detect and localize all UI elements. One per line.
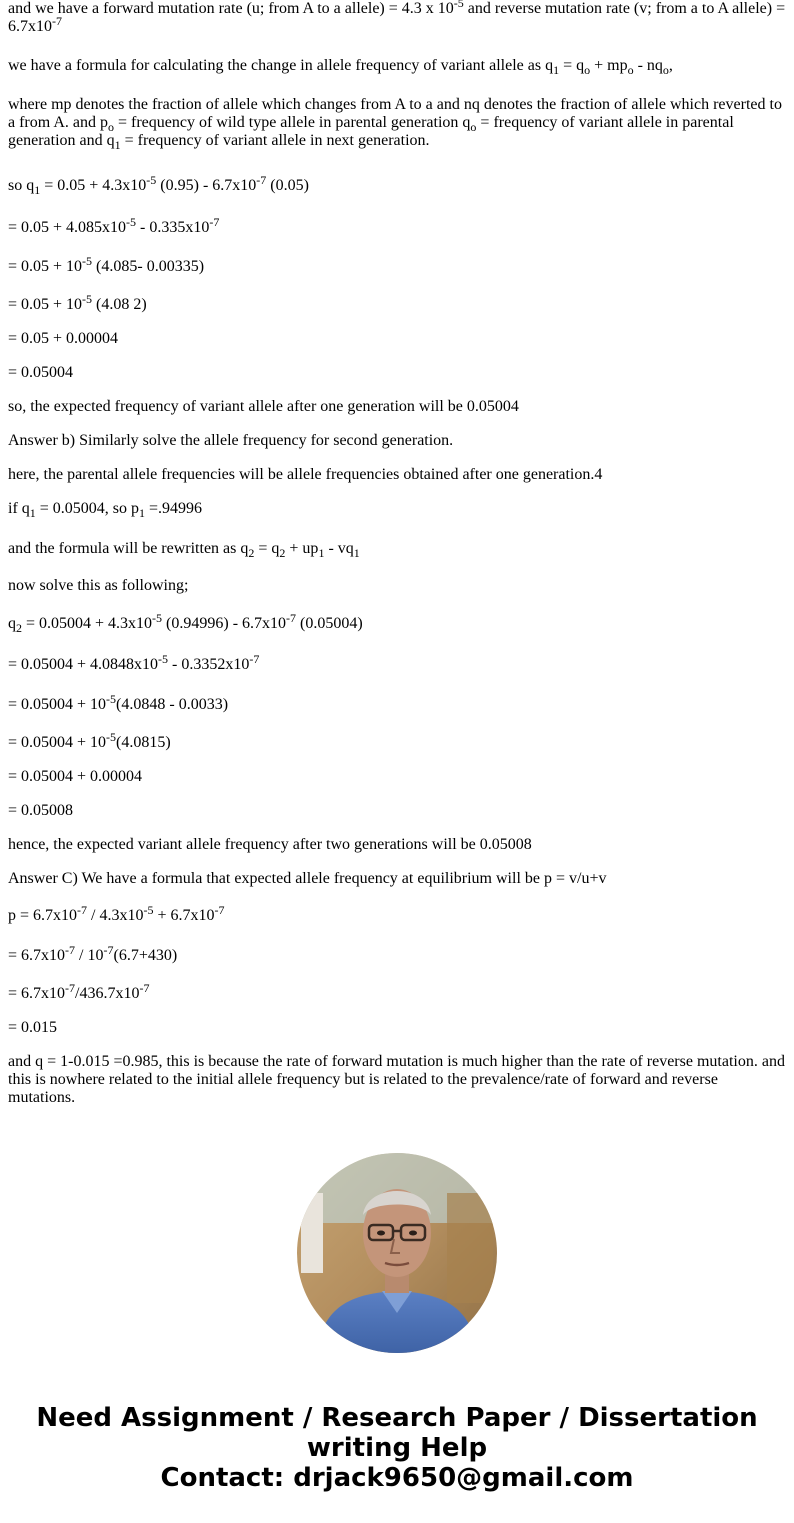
result-one-generation: so, the expected frequency of variant allele after one generation will be 0.05004 xyxy=(8,398,519,415)
paragraph-mutation-rates: and we have a forward mutation rate (u; from A to a allele) = 4.3 x $10^{-5}$ and reverse mutation rate (v; from a to A allele) = $6.7x10^{-7}$ xyxy=(8,0,786,35)
answer-c-heading: Answer C) We have a formula that expected allele frequency at equilibrium will be p = v/u+v xyxy=(8,870,607,887)
author-portrait-image xyxy=(297,1153,497,1353)
equation-line-3: = $0.05 + 10^{-5}$ (4.085- 0.00335) xyxy=(8,254,205,275)
paragraph-parental-frequencies: here, the parental allele frequencies will be allele frequencies obtained after one generation.4 xyxy=(8,466,603,483)
equation-equilibrium-line-2: = $6.7x10^{-7} / 10^{-7}(6.7+430)$ xyxy=(8,943,178,964)
equation-q2-line-5: = 0.05004 + 0.00004 xyxy=(8,768,143,785)
equation-line-4: = $0.05 + 10^{-5}$ (4.08 2) xyxy=(8,292,147,313)
result-two-generations: hence, the expected variant allele frequency after two generations will be 0.05008 xyxy=(8,836,532,853)
equation-equilibrium-line-1: $p = 6.7x10^{-7} / 4.3x10^{-5} + 6.7x10^{-7}$ xyxy=(8,903,225,924)
equation-line-1: so $q_1 = 0.05 + 4.3x10^{-5}$ $(0.95) - 6.7x10^{-7}$ (0.05) xyxy=(8,173,309,197)
promo-contact-line: Contact: drjack9650@gmail.com xyxy=(160,1463,634,1493)
equation-q2-line-3: = $0.05004 + 10^{-5}(4.0848 - 0.0033)$ xyxy=(8,692,229,713)
equation-q2-line-1: $q_2 = 0.05004 + 4.3x10^{-5}$ $(0.94996) - 6.7x10^{-7}$ (0.05004) xyxy=(8,611,363,635)
paragraph-q1-p1: if $q_1 = 0.05004$, so $p_1 =.94996$ xyxy=(8,500,203,520)
equation-equilibrium-line-3: = $6.7x10^{-7}/436.7x10^{-7}$ xyxy=(8,981,150,1002)
equation-q2-line-4: = $0.05004 + 10^{-5}(4.0815)$ xyxy=(8,730,171,751)
equation-line-2: = $0.05 + 4.085x10^{-5} - 0.335x10^{-7}$ xyxy=(8,215,220,236)
paragraph-conclusion: and q = 1-0.015 =0.985, this is because the rate of forward mutation is much higher than the rate of reverse mutation. and this is nowhere related to the initial allele frequency but is related to the prevalence/rate of forward and reverse mutations. xyxy=(8,1053,785,1106)
paragraph-formula-intro: we have a formula for calculating the change in allele frequency of variant allele as $q_1 = q_o + mp_o - nq_o$, xyxy=(8,57,673,77)
equation-line-6: = 0.05004 xyxy=(8,364,74,381)
promo-line-2: writing Help xyxy=(306,1433,488,1463)
paragraph-rewritten-formula: and the formula will be rewritten as $q_2 = q_2 + up_1 - vq_1$ xyxy=(8,540,360,560)
answer-b-heading: Answer b) Similarly solve the allele frequency for second generation. xyxy=(8,432,454,449)
equation-q2-line-6: = 0.05008 xyxy=(8,802,74,819)
paragraph-solve-following: now solve this as following; xyxy=(8,577,189,594)
author-photo xyxy=(297,1153,497,1353)
equation-line-5: = 0.05 + 0.00004 xyxy=(8,330,119,347)
promo-line-1: Need Assignment / Research Paper / Dissertation xyxy=(36,1403,758,1433)
equation-q2-line-2: = $0.05004 + 4.0848x10^{-5} - 0.3352x10^{-7}$ xyxy=(8,652,260,673)
equation-equilibrium-line-4: = 0.015 xyxy=(8,1019,58,1036)
paragraph-definitions: where mp denotes the fraction of allele which changes from A to a and nq denotes the fraction of allele which reverted to a from A. and $p_o$ = frequency of wild type allele in parental generation $q_o$ = frequency of variant allele in parental generation and $q_1$ = frequency of variant allele in next generation. xyxy=(8,96,782,152)
promo-footer xyxy=(0,1403,794,1493)
